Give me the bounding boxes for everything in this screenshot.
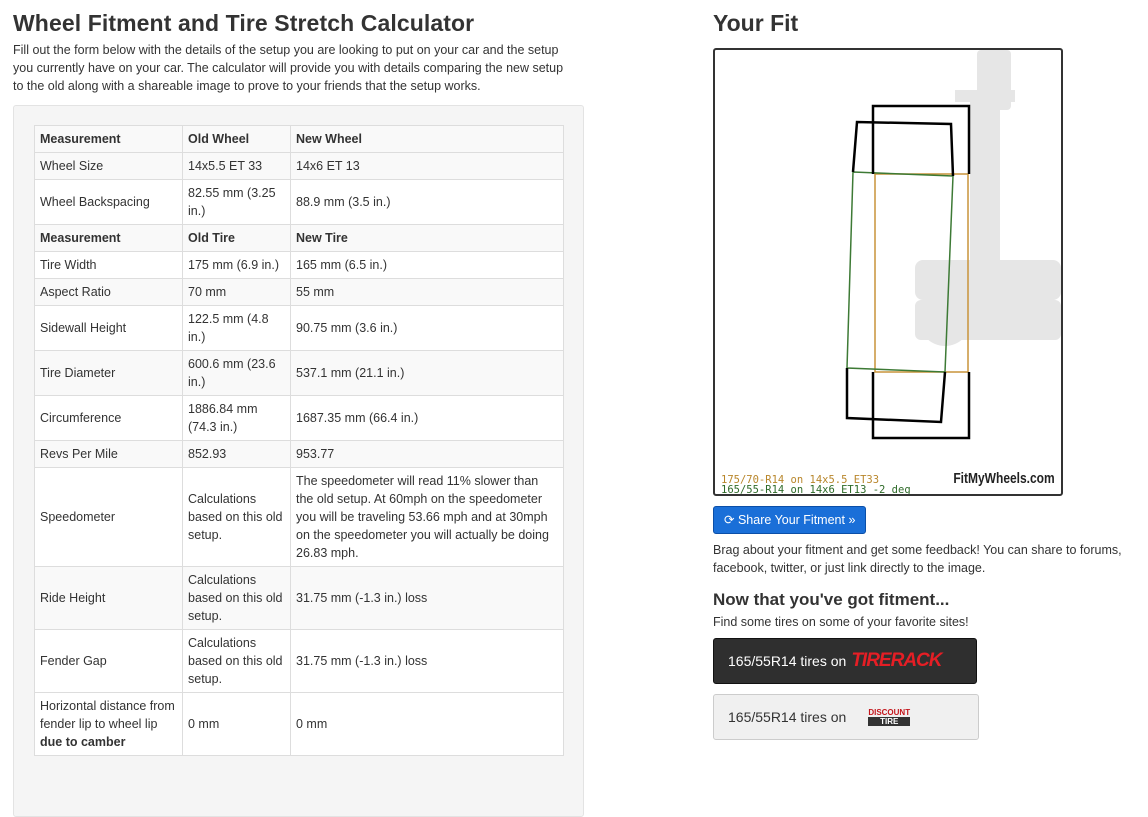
refresh-icon: ⟳ [724,513,735,527]
table-row [35,693,564,756]
table-row [35,180,564,225]
table-row [35,279,564,306]
column-header: Old Wheel [183,126,291,153]
tires-subtitle: Now that you've got fitment... [713,590,950,609]
caption-old-setup: 175/70-R14 on 14x5.5 ET33 [721,474,880,486]
table-cell: The speedometer will read 11% slower than the old setup. At 60mph on the speedometer you will be traveling 53.66 mph and at 30mph on the speedometer you will actually be doing 26.83 mph. [291,468,564,567]
row-label: Circumference [35,396,183,441]
table-row [35,630,564,693]
tirerack-logo: TIRERACK [851,650,942,671]
row-label: Fender Gap [35,630,183,693]
new-wheel-bottom [847,368,945,422]
results-table [34,125,564,756]
table-row [35,351,564,396]
table-cell: 14x5.5 ET 33 [183,153,291,180]
table-cell: 55 mm [291,279,564,306]
table-cell: 0 mm [291,693,564,756]
table-row [35,252,564,279]
row-label: Speedometer [35,468,183,567]
old-wheel-top [873,106,969,174]
table-cell: Calculations based on this old setup. [183,567,291,630]
column-header: Measurement [35,126,183,153]
brag-text: Brag about your fitment and get some feedback! You can share to forums, facebook, twitter, or just link directly to the image. [713,543,1122,575]
table-cell: 1886.84 mm (74.3 in.) [183,396,291,441]
table-cell: 14x6 ET 13 [291,153,564,180]
discount-tire-logo: DISCOUNT TIRE [868,708,911,726]
row-label: Ride Height [35,567,183,630]
table-row [35,441,564,468]
table-cell: Calculations based on this old setup. [183,630,291,693]
discount-tire-button[interactable]: 165/55R14 tires on DISCOUNT TIRE [713,694,979,740]
table-row [35,306,564,351]
column-header: Measurement [35,225,183,252]
table-cell: 70 mm [183,279,291,306]
page-title: Wheel Fitment and Tire Stretch Calculator [13,10,475,36]
your-fit-panel [713,0,1148,740]
column-header: New Wheel [291,126,564,153]
table-cell: 82.55 mm (3.25 in.) [183,180,291,225]
table-cell: 90.75 mm (3.6 in.) [291,306,564,351]
table-row [35,153,564,180]
tirerack-button[interactable]: 165/55R14 tires on TIRERACK [713,638,977,684]
table-cell: 953.77 [291,441,564,468]
table-cell: 0 mm [183,693,291,756]
table-cell: 31.75 mm (-1.3 in.) loss [291,630,564,693]
fitment-diagram [715,50,1061,494]
new-wheel-top [853,122,953,176]
row-label: Horizontal distance from fender lip to wheel lip due to camber [35,693,183,756]
table-header-row [35,225,564,252]
calculator-panel [13,0,583,817]
row-label: Tire Diameter [35,351,183,396]
table-header-row [35,126,564,153]
table-cell: 88.9 mm (3.5 in.) [291,180,564,225]
table-cell: 175 mm (6.9 in.) [183,252,291,279]
intro-text: Fill out the form below with the details of the setup you are looking to put on your car and the setup you currently have on your car. The calculator will provide you with details comparing the new setup to the old along with a shareable image to prove to your friends that the setup works. [13,43,564,93]
row-label: Wheel Backspacing [35,180,183,225]
row-label: Wheel Size [35,153,183,180]
table-cell: 31.75 mm (-1.3 in.) loss [291,567,564,630]
old-wheel-bottom [873,372,969,438]
table-cell: 852.93 [183,441,291,468]
results-well [13,105,584,817]
column-header: Old Tire [183,225,291,252]
fitment-image[interactable] [713,48,1063,496]
row-label: Revs Per Mile [35,441,183,468]
table-cell: 165 mm (6.5 in.) [291,252,564,279]
row-label: Sidewall Height [35,306,183,351]
share-fitment-button[interactable]: ⟳ Share Your Fitment » [713,506,866,534]
caption-new-setup: 165/55-R14 on 14x6 ET13 -2 deg [721,484,911,496]
table-row [35,396,564,441]
find-tires-text: Find some tires on some of your favorite sites! [713,615,969,629]
row-label: Aspect Ratio [35,279,183,306]
table-cell: 122.5 mm (4.8 in.) [183,306,291,351]
table-cell: 600.6 mm (23.6 in.) [183,351,291,396]
table-row [35,468,564,567]
suspension-silhouette [915,50,1061,346]
row-label: Tire Width [35,252,183,279]
table-cell: 1687.35 mm (66.4 in.) [291,396,564,441]
table-cell: Calculations based on this old setup. [183,468,291,567]
column-header: New Tire [291,225,564,252]
table-row [35,567,564,630]
your-fit-title: Your Fit [713,10,799,36]
brand-watermark: FitMyWheels.com [953,470,1055,487]
table-cell: 537.1 mm (21.1 in.) [291,351,564,396]
